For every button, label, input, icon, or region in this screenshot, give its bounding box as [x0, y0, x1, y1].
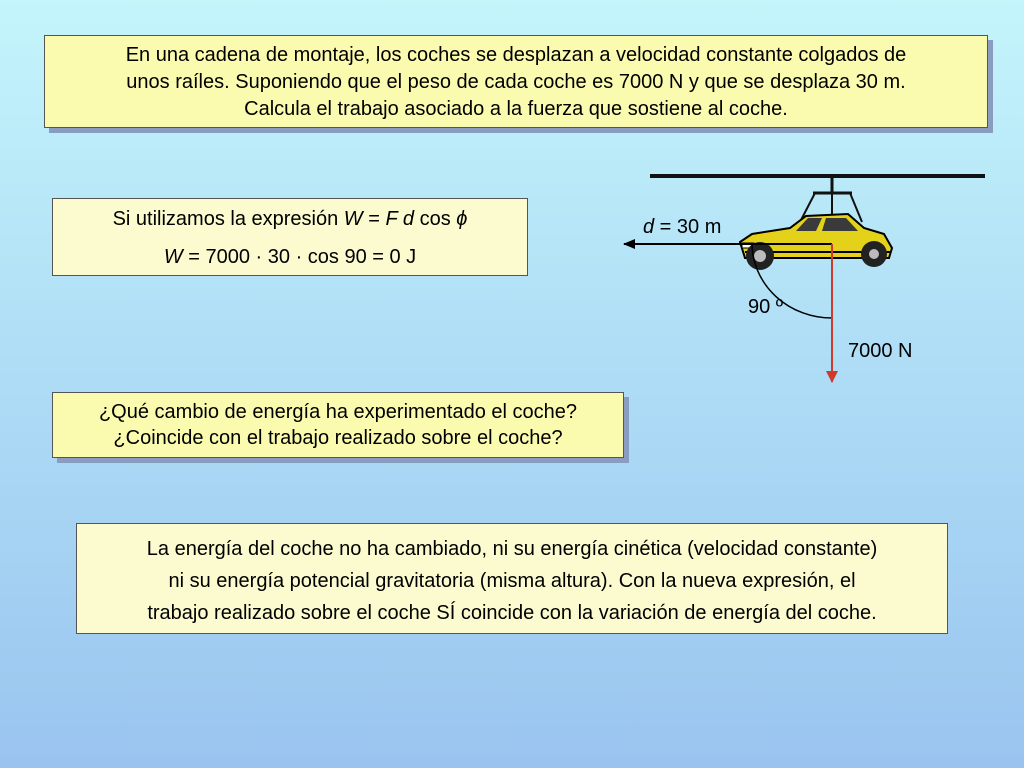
problem-line: En una cadena de montaje, los coches se desplazan a velocidad constante colgados de [125, 44, 907, 66]
displacement-var: d [643, 216, 655, 238]
formula-w: W [343, 208, 363, 230]
displacement-value: = 30 m [654, 216, 722, 238]
formula-phi: ϕ [456, 208, 468, 230]
displacement-label [643, 216, 721, 239]
formula-intro: Si utilizamos la expresión [112, 208, 344, 230]
answer-line: trabajo realizado sobre el coche SÍ coincide con la variación de energía del coche. [147, 602, 877, 624]
force-label: 7000 N [848, 340, 913, 362]
problem-line: Calcula el trabajo asociado a la fuerza que sostiene al coche. [244, 98, 788, 120]
formula-f: F [385, 208, 398, 230]
calc-w: W [163, 246, 183, 268]
answer-line: ni su energía potencial gravitatoria (misma altura). Con la nueva expresión, el [168, 570, 856, 592]
formula-eq: = [362, 208, 386, 230]
question-line: ¿Qué cambio de energía ha experimentado el coche? [98, 401, 578, 423]
formula-cos: cos [414, 208, 457, 230]
answer-line: La energía del coche no ha cambiado, ni su energía cinética (velocidad constante) [146, 538, 878, 560]
problem-line: unos raíles. Suponiendo que el peso de cada coche es 7000 N y que se desplaza 30 m. [126, 71, 906, 93]
formula-d: d [397, 208, 415, 230]
angle-label: 90 º [748, 296, 784, 318]
car-image [740, 214, 892, 270]
calc-rest: = 7000 · 30 · cos 90 = 0 J [182, 246, 417, 268]
question-line: ¿Coincide con el trabajo realizado sobre el coche? [113, 427, 563, 449]
